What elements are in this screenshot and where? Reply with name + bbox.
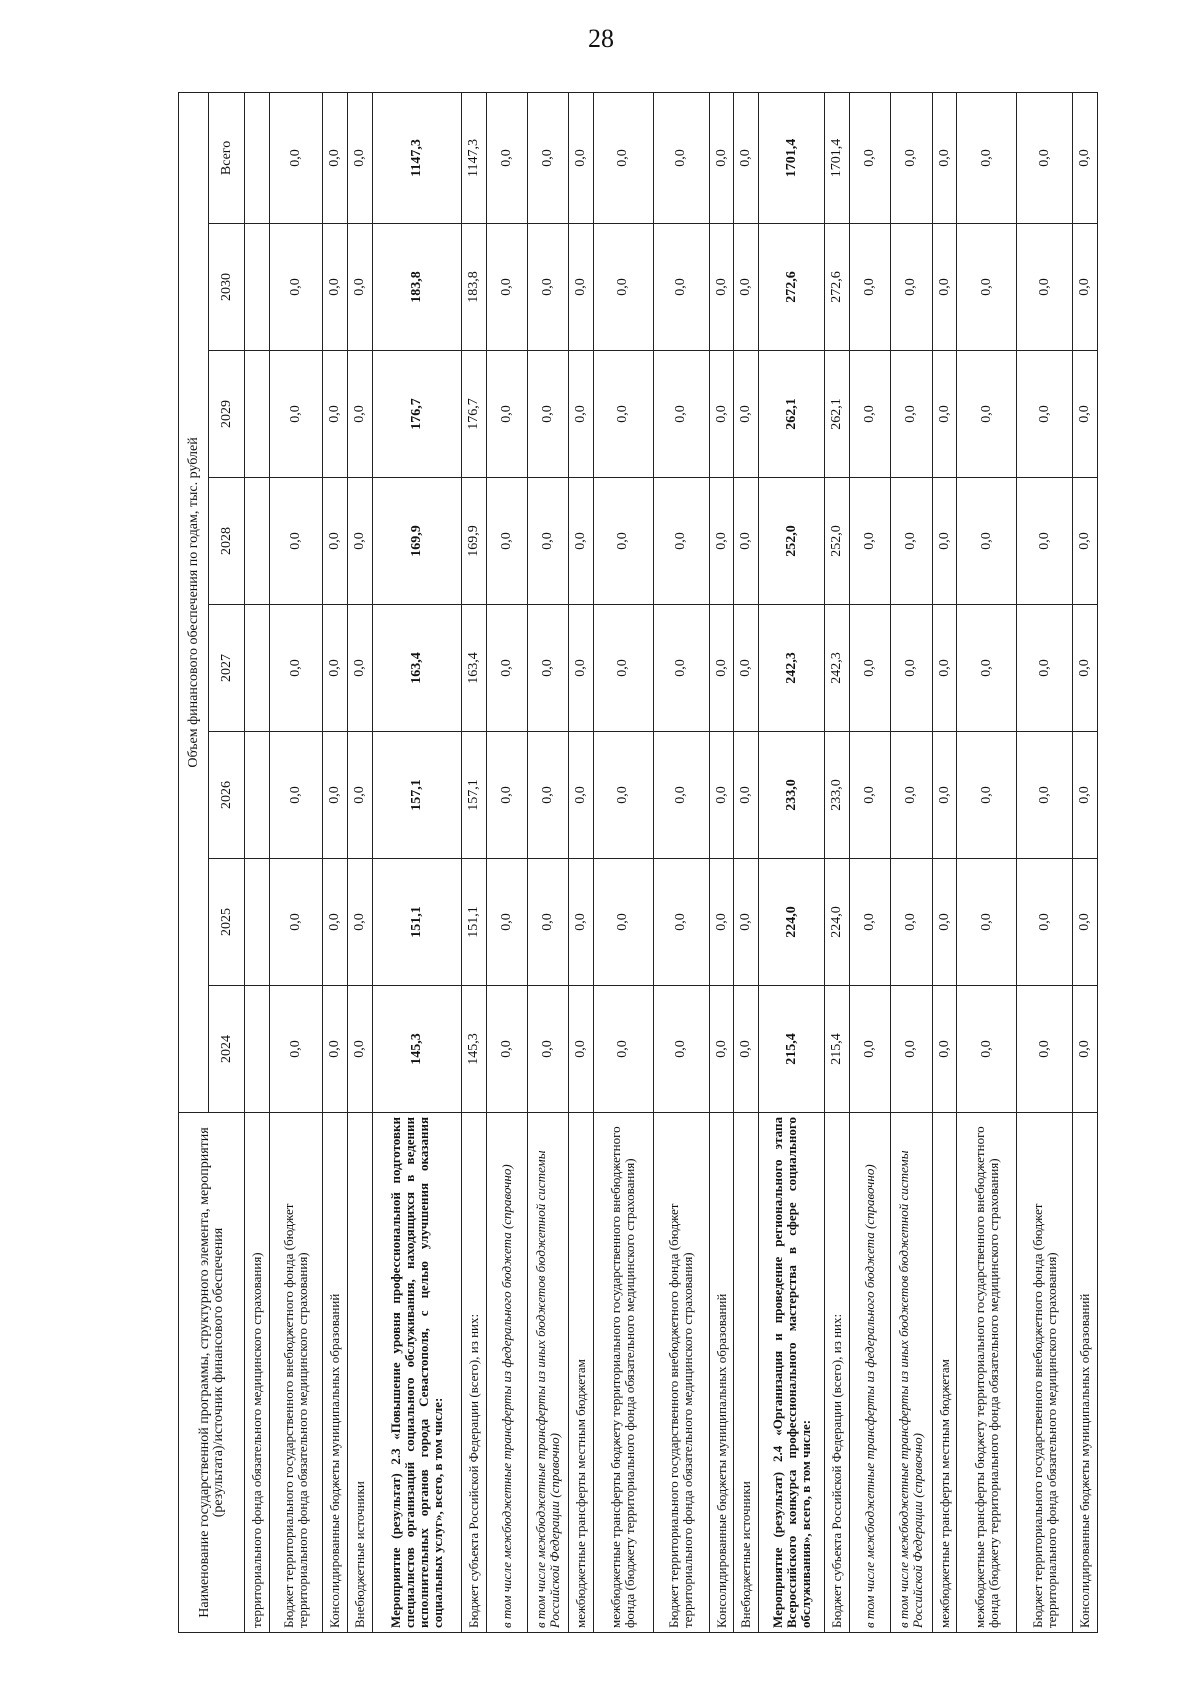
row-label: в том числе межбюджетные трансферты из федерального бюджета (справочно) (486, 1113, 527, 1633)
cell-year-value: 242,3 (759, 605, 825, 732)
cell-year-value: 242,3 (825, 605, 850, 732)
cell-year-value: 0,0 (734, 859, 759, 986)
table-row (891, 92, 932, 1632)
header-year: 2027 (209, 605, 245, 732)
cell-year-value: 0,0 (932, 478, 957, 605)
row-label: в том числе межбюджетные трансферты из иных бюджетов бюджетной системы Российской Федерации (справочно) (527, 1113, 568, 1633)
cell-year-value: 0,0 (486, 224, 527, 351)
cell-year-value: 0,0 (527, 224, 568, 351)
cell-year-value: 145,3 (461, 986, 486, 1113)
row-label: Бюджет территориального государственного внебюджетного фонда (бюджет территориального фонда обязательного медицинского страхования) (1017, 1113, 1073, 1633)
table-row (850, 92, 891, 1632)
cell-year-value: 157,1 (373, 732, 462, 859)
row-label: межбюджетные трансферты бюджету территориального государственного внебюджетного фонда (бюджету территориального фонда обязательного медицинского страхования) (957, 1113, 1017, 1633)
cell-year-value: 0,0 (957, 478, 1017, 605)
table-row (825, 92, 850, 1632)
cell-total: 0,0 (486, 92, 527, 223)
table-row (373, 92, 462, 1632)
cell-year-value: 0,0 (348, 224, 373, 351)
cell-year-value (245, 478, 270, 605)
cell-year-value: 0,0 (932, 224, 957, 351)
cell-year-value: 0,0 (486, 986, 527, 1113)
cell-year-value: 224,0 (825, 859, 850, 986)
cell-year-value: 0,0 (486, 859, 527, 986)
cell-year-value: 0,0 (709, 605, 734, 732)
cell-year-value (245, 732, 270, 859)
cell-year-value: 183,8 (461, 224, 486, 351)
cell-year-value: 0,0 (348, 986, 373, 1113)
table-row (653, 92, 709, 1632)
cell-year-value: 0,0 (957, 351, 1017, 478)
cell-year-value: 0,0 (957, 605, 1017, 732)
cell-year-value: 0,0 (653, 478, 709, 605)
table-row (269, 92, 323, 1632)
cell-year-value: 0,0 (850, 732, 891, 859)
cell-year-value: 0,0 (593, 859, 653, 986)
cell-year-value: 215,4 (759, 986, 825, 1113)
cell-year-value (245, 351, 270, 478)
table-row (323, 92, 348, 1632)
cell-year-value: 0,0 (932, 605, 957, 732)
cell-year-value: 0,0 (891, 224, 932, 351)
row-label: в том числе межбюджетные трансферты из федерального бюджета (справочно) (850, 1113, 891, 1633)
cell-year-value: 0,0 (569, 224, 594, 351)
cell-year-value: 0,0 (269, 605, 323, 732)
cell-year-value: 0,0 (269, 478, 323, 605)
cell-year-value: 0,0 (269, 224, 323, 351)
cell-year-value: 0,0 (850, 351, 891, 478)
cell-year-value: 0,0 (1017, 605, 1073, 732)
cell-total: 0,0 (1073, 92, 1098, 223)
header-year: 2024 (209, 986, 245, 1113)
cell-year-value: 0,0 (527, 351, 568, 478)
cell-year-value: 169,9 (373, 478, 462, 605)
row-label: межбюджетные трансферты местным бюджетам (569, 1113, 594, 1633)
cell-year-value: 0,0 (569, 478, 594, 605)
cell-year-value: 0,0 (709, 478, 734, 605)
cell-year-value: 0,0 (891, 859, 932, 986)
cell-year-value: 0,0 (1017, 859, 1073, 986)
row-label: Бюджет субъекта Российской Федерации (всего), из них: (461, 1113, 486, 1633)
cell-total: 0,0 (957, 92, 1017, 223)
cell-total: 0,0 (709, 92, 734, 223)
cell-year-value: 163,4 (373, 605, 462, 732)
cell-year-value: 0,0 (569, 859, 594, 986)
header-year: 2028 (209, 478, 245, 605)
cell-year-value: 0,0 (850, 224, 891, 351)
header-year: 2025 (209, 859, 245, 986)
cell-year-value: 224,0 (759, 859, 825, 986)
row-label: Бюджет территориального государственного внебюджетного фонда (бюджет территориального фонда обязательного медицинского страхования) (653, 1113, 709, 1633)
cell-year-value: 0,0 (348, 351, 373, 478)
cell-year-value: 0,0 (323, 859, 348, 986)
cell-year-value: 272,6 (825, 224, 850, 351)
cell-year-value: 0,0 (653, 351, 709, 478)
cell-year-value (245, 859, 270, 986)
row-label: Внебюджетные источники (348, 1113, 373, 1633)
cell-year-value: 0,0 (891, 478, 932, 605)
cell-year-value: 233,0 (825, 732, 850, 859)
cell-year-value: 0,0 (734, 351, 759, 478)
cell-year-value: 0,0 (1017, 732, 1073, 859)
cell-year-value: 0,0 (957, 732, 1017, 859)
cell-year-value: 0,0 (527, 605, 568, 732)
cell-year-value: 0,0 (269, 732, 323, 859)
cell-year-value: 0,0 (593, 478, 653, 605)
cell-total: 0,0 (850, 92, 891, 223)
row-label: Внебюджетные источники (734, 1113, 759, 1633)
cell-year-value: 0,0 (957, 986, 1017, 1113)
cell-year-value: 157,1 (461, 732, 486, 859)
cell-total: 1701,4 (825, 92, 850, 223)
table-row (486, 92, 527, 1632)
cell-year-value: 0,0 (1017, 224, 1073, 351)
row-label: межбюджетные трансферты бюджету территориального государственного внебюджетного фонда (бюджету территориального фонда обязательного медицинского страхования) (593, 1113, 653, 1633)
cell-year-value: 0,0 (323, 224, 348, 351)
cell-year-value: 0,0 (1073, 859, 1098, 986)
cell-total: 0,0 (527, 92, 568, 223)
cell-year-value: 0,0 (734, 478, 759, 605)
cell-year-value: 0,0 (593, 732, 653, 859)
cell-year-value: 0,0 (734, 224, 759, 351)
cell-year-value: 262,1 (759, 351, 825, 478)
row-label: Консолидированные бюджеты муниципальных образований (1073, 1113, 1098, 1633)
cell-year-value: 0,0 (1073, 224, 1098, 351)
row-label: межбюджетные трансферты местным бюджетам (932, 1113, 957, 1633)
cell-total: 0,0 (593, 92, 653, 223)
cell-total: 1147,3 (373, 92, 462, 223)
header-year: 2026 (209, 732, 245, 859)
cell-year-value: 0,0 (850, 605, 891, 732)
cell-total: 0,0 (1017, 92, 1073, 223)
table-row (709, 92, 734, 1632)
table-row (527, 92, 568, 1632)
cell-year-value: 0,0 (1017, 478, 1073, 605)
cell-year-value: 0,0 (709, 351, 734, 478)
cell-year-value: 0,0 (269, 859, 323, 986)
cell-year-value: 0,0 (653, 224, 709, 351)
cell-year-value: 0,0 (323, 732, 348, 859)
cell-year-value: 0,0 (932, 859, 957, 986)
cell-year-value: 0,0 (593, 351, 653, 478)
table-row (759, 92, 825, 1632)
cell-year-value: 0,0 (734, 732, 759, 859)
cell-year-value: 0,0 (653, 732, 709, 859)
row-label: Бюджет субъекта Российской Федерации (всего), из них: (825, 1113, 850, 1633)
cell-year-value: 0,0 (323, 351, 348, 478)
cell-year-value: 0,0 (1073, 732, 1098, 859)
cell-total: 0,0 (569, 92, 594, 223)
cell-year-value (245, 224, 270, 351)
table-row (734, 92, 759, 1632)
header-year: 2030 (209, 224, 245, 351)
cell-year-value: 176,7 (373, 351, 462, 478)
cell-year-value: 0,0 (348, 859, 373, 986)
cell-total: 0,0 (348, 92, 373, 223)
cell-year-value: 151,1 (461, 859, 486, 986)
cell-year-value: 0,0 (569, 986, 594, 1113)
cell-year-value: 0,0 (593, 986, 653, 1113)
cell-total: 1147,3 (461, 92, 486, 223)
cell-year-value: 0,0 (653, 605, 709, 732)
cell-year-value: 0,0 (593, 224, 653, 351)
table-row (348, 92, 373, 1632)
cell-year-value: 0,0 (932, 351, 957, 478)
table-row (957, 92, 1017, 1632)
cell-year-value: 0,0 (1073, 351, 1098, 478)
table-row (245, 92, 270, 1632)
cell-year-value: 151,1 (373, 859, 462, 986)
cell-year-value: 0,0 (709, 859, 734, 986)
cell-year-value: 0,0 (709, 224, 734, 351)
cell-year-value: 163,4 (461, 605, 486, 732)
header-total: Всего (209, 92, 245, 223)
table-row (569, 92, 594, 1632)
cell-year-value: 0,0 (734, 986, 759, 1113)
cell-year-value: 0,0 (593, 605, 653, 732)
cell-total (245, 92, 270, 223)
cell-year-value: 0,0 (323, 986, 348, 1113)
cell-year-value: 0,0 (527, 859, 568, 986)
cell-year-value: 233,0 (759, 732, 825, 859)
cell-year-value: 0,0 (850, 986, 891, 1113)
cell-year-value: 0,0 (527, 478, 568, 605)
cell-year-value: 0,0 (1073, 986, 1098, 1113)
cell-year-value: 0,0 (957, 224, 1017, 351)
cell-year-value: 262,1 (825, 351, 850, 478)
cell-year-value: 0,0 (348, 732, 373, 859)
row-label: Бюджет территориального государственного внебюджетного фонда (бюджет территориального фонда обязательного медицинского страхования) (269, 1113, 323, 1633)
cell-year-value: 0,0 (891, 605, 932, 732)
cell-year-value: 0,0 (269, 986, 323, 1113)
cell-year-value (245, 605, 270, 732)
row-label: Консолидированные бюджеты муниципальных образований (709, 1113, 734, 1633)
cell-year-value: 215,4 (825, 986, 850, 1113)
table-row (932, 92, 957, 1632)
cell-total: 0,0 (323, 92, 348, 223)
cell-total: 0,0 (891, 92, 932, 223)
cell-year-value: 0,0 (709, 732, 734, 859)
header-name-column: Наименование государственной программы, структурного элемента, мероприятия (результата)/источник финансового обеспечения (179, 1113, 245, 1633)
header-year: 2029 (209, 351, 245, 478)
cell-year-value: 0,0 (323, 478, 348, 605)
cell-year-value: 0,0 (957, 859, 1017, 986)
row-label: Мероприятие (результат) 2.4 «Организация и проведение регионального этапа Всероссийского конкурса профессионального мастерства в сфере социального обслуживания», всего, в том числе: (759, 1113, 825, 1633)
header-volume-group: Объем финансового обеспечения по годам, тыс. рублей (179, 92, 209, 1112)
cell-year-value: 0,0 (348, 605, 373, 732)
row-label: территориального фонда обязательного медицинского страхования) (245, 1113, 270, 1633)
cell-year-value: 145,3 (373, 986, 462, 1113)
cell-year-value: 0,0 (486, 351, 527, 478)
cell-year-value: 0,0 (486, 605, 527, 732)
row-label: Мероприятие (результат) 2.3 «Повышение уровня профессиональной подготовки специалистов организаций социального обслуживания, находящихся в ведении исполнительных органов города Севастополя, с целью улучшения оказания социальных услуг», всего, в том числе: (373, 1113, 462, 1633)
cell-year-value: 0,0 (569, 605, 594, 732)
table-row (593, 92, 653, 1632)
cell-year-value: 0,0 (269, 351, 323, 478)
cell-year-value: 0,0 (850, 478, 891, 605)
cell-year-value: 0,0 (1017, 986, 1073, 1113)
cell-year-value: 0,0 (323, 605, 348, 732)
cell-year-value: 0,0 (569, 351, 594, 478)
cell-year-value: 0,0 (1073, 605, 1098, 732)
cell-year-value: 0,0 (850, 859, 891, 986)
cell-year-value: 0,0 (653, 859, 709, 986)
cell-year-value: 0,0 (527, 732, 568, 859)
cell-year-value: 0,0 (932, 732, 957, 859)
cell-total: 0,0 (269, 92, 323, 223)
cell-year-value: 0,0 (709, 986, 734, 1113)
cell-year-value: 0,0 (486, 478, 527, 605)
cell-total: 0,0 (932, 92, 957, 223)
cell-total: 1701,4 (759, 92, 825, 223)
cell-year-value: 252,0 (759, 478, 825, 605)
cell-year-value: 0,0 (734, 605, 759, 732)
financing-table (178, 92, 1098, 1633)
cell-year-value: 0,0 (891, 351, 932, 478)
table-row (461, 92, 486, 1632)
financing-table-container (178, 93, 1098, 1633)
cell-year-value: 176,7 (461, 351, 486, 478)
cell-year-value: 183,8 (373, 224, 462, 351)
table-row (1073, 92, 1098, 1632)
row-label: Консолидированные бюджеты муниципальных образований (323, 1113, 348, 1633)
cell-total: 0,0 (734, 92, 759, 223)
cell-year-value (245, 986, 270, 1113)
cell-year-value: 0,0 (1073, 478, 1098, 605)
cell-year-value: 0,0 (348, 478, 373, 605)
cell-year-value: 272,6 (759, 224, 825, 351)
page-number: 28 (588, 24, 614, 53)
cell-year-value: 169,9 (461, 478, 486, 605)
cell-year-value: 0,0 (653, 986, 709, 1113)
row-label: в том числе межбюджетные трансферты из иных бюджетов бюджетной системы Российской Федерации (справочно) (891, 1113, 932, 1633)
cell-total: 0,0 (653, 92, 709, 223)
cell-year-value: 0,0 (891, 732, 932, 859)
table-body (245, 92, 1098, 1632)
cell-year-value: 0,0 (932, 986, 957, 1113)
cell-year-value: 0,0 (486, 732, 527, 859)
cell-year-value: 252,0 (825, 478, 850, 605)
cell-year-value: 0,0 (1017, 351, 1073, 478)
table-row (1017, 92, 1073, 1632)
cell-year-value: 0,0 (527, 986, 568, 1113)
cell-year-value: 0,0 (891, 986, 932, 1113)
cell-year-value: 0,0 (569, 732, 594, 859)
